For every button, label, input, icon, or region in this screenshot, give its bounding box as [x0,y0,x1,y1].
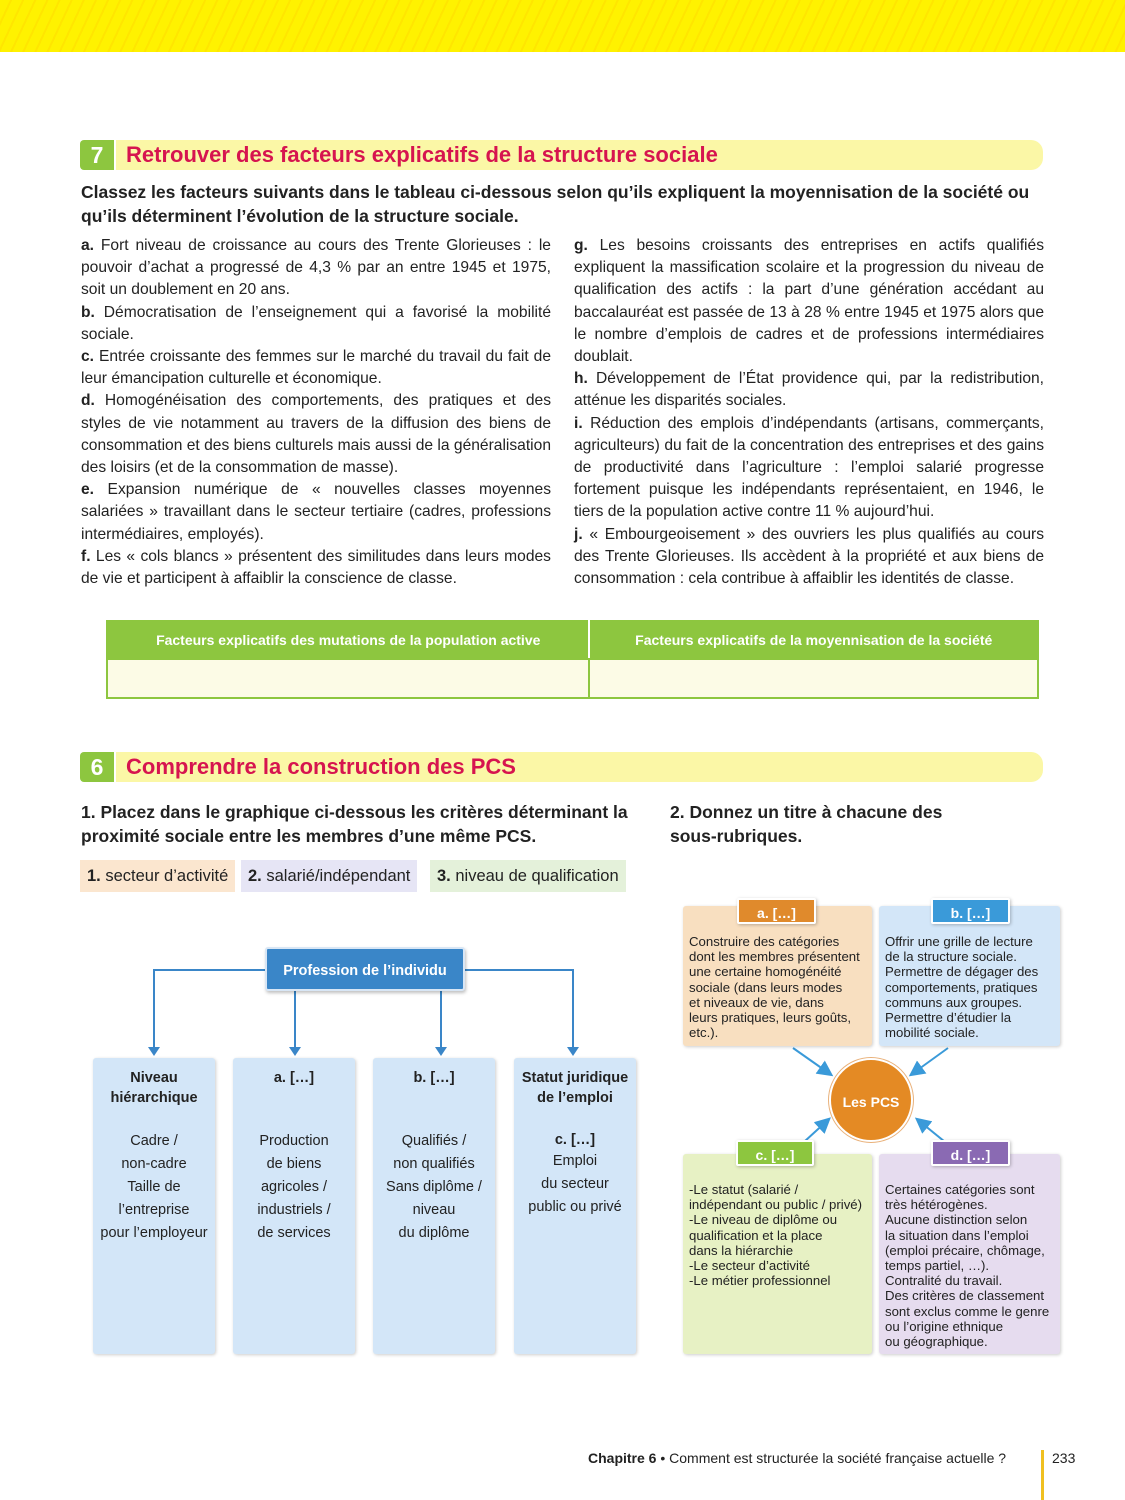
factor-text: Les besoins croissants des entreprises en actifs qualifiés expliquent la massification scolaire et la progression du niveau de qualification des actifs : la part d’une génération accédant au baccalauréat est passée de 13 à 28 % entre 1945 et 1975 alors que le nombre d’emplois de cadres et de professions intermédiaires doublait. [574,237,1044,366]
factor-item [574,368,1044,412]
pcs-center: Les PCS [829,1058,913,1142]
question-2 [670,800,970,848]
table-cell-moyennisation-answer[interactable] [589,659,1038,698]
criterion-3 [430,860,626,892]
factor-item [81,546,551,590]
pcs-box-a: Construire des catégories dont les membres présentent une certaine homogénéité sociale (dans leurs modes et niveaux de vie, dans leurs pratiques, leurs goûts, etc.). [683,906,872,1046]
section-6-header [80,752,1043,782]
factor-text: Développement de l’État providence qui, par la redistribution, atténue les disparités sociales. [574,370,1044,410]
criterion-1 [80,860,235,892]
category-2-title: a. […] [273,1070,315,1086]
factor-letter: b. [81,303,95,321]
footer-chapter [588,1450,1006,1466]
factor-letter: c. [81,348,95,366]
table-header-moyennisation: Facteurs explicatifs de la moyennisation de la société [589,621,1038,659]
top-decorative-band [0,0,1125,52]
criterion-1-num: 1. [87,867,101,885]
factor-text: Les « cols blancs » présentent des similitudes dans leurs modes de vie et participent à affaiblir la conscience de classe. [81,547,551,588]
category-3-title: b. […] [413,1070,455,1086]
arrow-down-icon [567,1047,579,1056]
arrow-down-icon [148,1047,160,1056]
section-6-number: 6 [80,752,114,782]
factor-item [574,413,1044,524]
question-1-number: 1. [81,802,96,822]
factor-item [574,235,1044,368]
category-4-title: Statut juridique de l’emploi [521,1070,629,1106]
factor-letter: e. [81,481,95,499]
question-2-number: 2. [670,802,685,822]
connector-down-1 [153,969,155,1049]
connector-down-2 [294,991,296,1049]
criterion-2 [241,860,417,892]
pcs-tab-a: a. […] [737,898,816,924]
factor-text: Homogénéisation des comportements, des pratiques et des styles de vie notamment au travers de la diffusion des biens de consommation et des biens culturels mais aussi de la généralisation des loisirs (et de la consommation de masse). [81,392,551,477]
table-header-mutations: Facteurs explicatifs des mutations de la population active [107,621,589,659]
pcs-tab-c: c. […] [736,1140,814,1166]
section-7-number: 7 [80,140,114,170]
section-7-title: Retrouver des facteurs explicatifs de la structure sociale [116,140,1043,170]
criterion-2-num: 2. [248,867,262,885]
criterion-3-label: niveau de qualification [455,867,619,885]
category-1-body: Cadre / non-cadre Taille de l’entreprise pour l’employeur [100,1133,208,1241]
factor-letter: i. [574,414,583,432]
question-1 [81,800,641,848]
category-4-subtitle: c. […] [554,1132,596,1148]
factors-left-column [81,235,551,590]
arrow-down-icon [289,1047,301,1056]
question-1-text: Placez dans le graphique ci-dessous les critères déterminant la proximité sociale entre les membres d’une même PCS. [81,802,628,846]
connector-left [153,969,267,971]
pcs-tab-b: b. […] [931,898,1010,924]
category-3-body: Qualifiés / non qualifiés Sans diplôme / niveau du diplôme [386,1133,482,1241]
pcs-box-d: Certaines catégories sont très hétérogènes. Aucune distinction selon la situation dans l’emploi (emploi précaire, chômage, temps partiel, …). Contralité du travail. Des critères de classement sont exclus comme le genre ou l’origine ethnique ou géographique. [879,1154,1060,1354]
page-number: 233 [1052,1450,1076,1466]
section-7-instruction: Classez les facteurs suivants dans le tableau ci-dessous selon qu’ils expliquent la moyennisation de la société ou qu’ils déterminent l’évolution de la structure sociale. [81,182,1030,226]
category-1-title: Niveau hiérarchique [110,1070,198,1106]
factor-letter: d. [81,392,95,410]
pcs-tab-d: d. […] [931,1140,1010,1166]
factor-text: Entrée croissante des femmes sur le marché du travail du fait de leur émancipation culturelle et économique. [81,348,551,388]
factor-item [81,302,551,346]
factor-item [81,235,551,302]
classification-table [106,620,1039,699]
category-box-4 [514,1058,636,1354]
pcs-box-c: -Le statut (salarié / indépendant ou public / privé) -Le niveau de diplôme ou qualification et la place dans la hiérarchie -Le secteur d’activité -Le métier professionnel [683,1154,872,1354]
category-4-body: Emploi du secteur public ou privé [528,1153,622,1215]
connector-down-3 [440,991,442,1049]
footer-chapter-title: • Comment est structurée la société française actuelle ? [656,1450,1007,1466]
factor-letter: a. [81,237,95,254]
category-box-1 [93,1058,215,1354]
factor-text: Réduction des emplois d’indépendants (artisans, commerçants, agriculteurs) du fait de la concentration des entreprises et des gains de productivité dans l’agriculture : l’emploi salarié progresse fortement puisque les indépendants représentaient, en 1946, le tiers de la population active contre 11 % aujourd’hui. [574,414,1044,521]
criterion-2-label: salarié/indépendant [266,867,411,885]
factor-text: Expansion numérique de « nouvelles classes moyennes salariées » travaillant dans le secteur tertiaire (cadres, professions intermédiaires, employés). [81,481,552,543]
table-cell-mutations-answer[interactable] [107,659,589,698]
factor-text: Fort niveau de croissance au cours des Trente Glorieuses : le pouvoir d’achat a progressé de 4,3 % par an entre 1945 et 1975, soit un doublement en 20 ans. [81,237,551,299]
pcs-box-b: Offrir une grille de lecture de la structure sociale. Permettre de dégager des comportements, pratiques communs aux groupes. Permettre d’étudier la mobilité sociale. [879,906,1060,1046]
connector-right [463,969,574,971]
factor-letter: j. [574,525,583,543]
arrow-a-icon [793,1048,830,1074]
arrow-down-icon [435,1047,447,1056]
category-2-body: Production de biens agricoles / industriels / de services [257,1133,331,1241]
question-2-text: Donnez un titre à chacune des sous-rubriques. [670,802,943,846]
category-box-2 [233,1058,355,1354]
factor-item [81,479,551,546]
factor-letter: f. [81,547,91,565]
factor-letter: g. [574,237,588,254]
criterion-3-num: 3. [437,867,451,885]
factor-letter: h. [574,370,588,388]
connector-down-4 [572,969,574,1049]
profession-root-box: Profession de l’individu [265,947,465,991]
factor-text: « Embourgeoisement » des ouvriers les plus qualifiés au cours des Trente Glorieuses. Ils accèdent à la propriété et aux biens de consommation : cela contribue à affaiblir les identités de classe. [574,525,1044,588]
factor-item [81,346,551,390]
factor-item [574,524,1044,591]
factor-text: Démocratisation de l’enseignement qui a favorisé la mobilité sociale. [81,303,551,343]
category-box-3 [373,1058,495,1354]
section-7-header [80,140,1043,170]
arrow-b-icon [912,1048,948,1074]
factor-item [81,390,551,479]
factors-right-column [574,235,1044,590]
section-6-title: Comprendre la construction des PCS [116,752,1043,782]
footer-chapter-label: Chapitre 6 [588,1450,657,1466]
criterion-1-label: secteur d’activité [105,867,229,885]
footer-separator [1041,1450,1044,1500]
